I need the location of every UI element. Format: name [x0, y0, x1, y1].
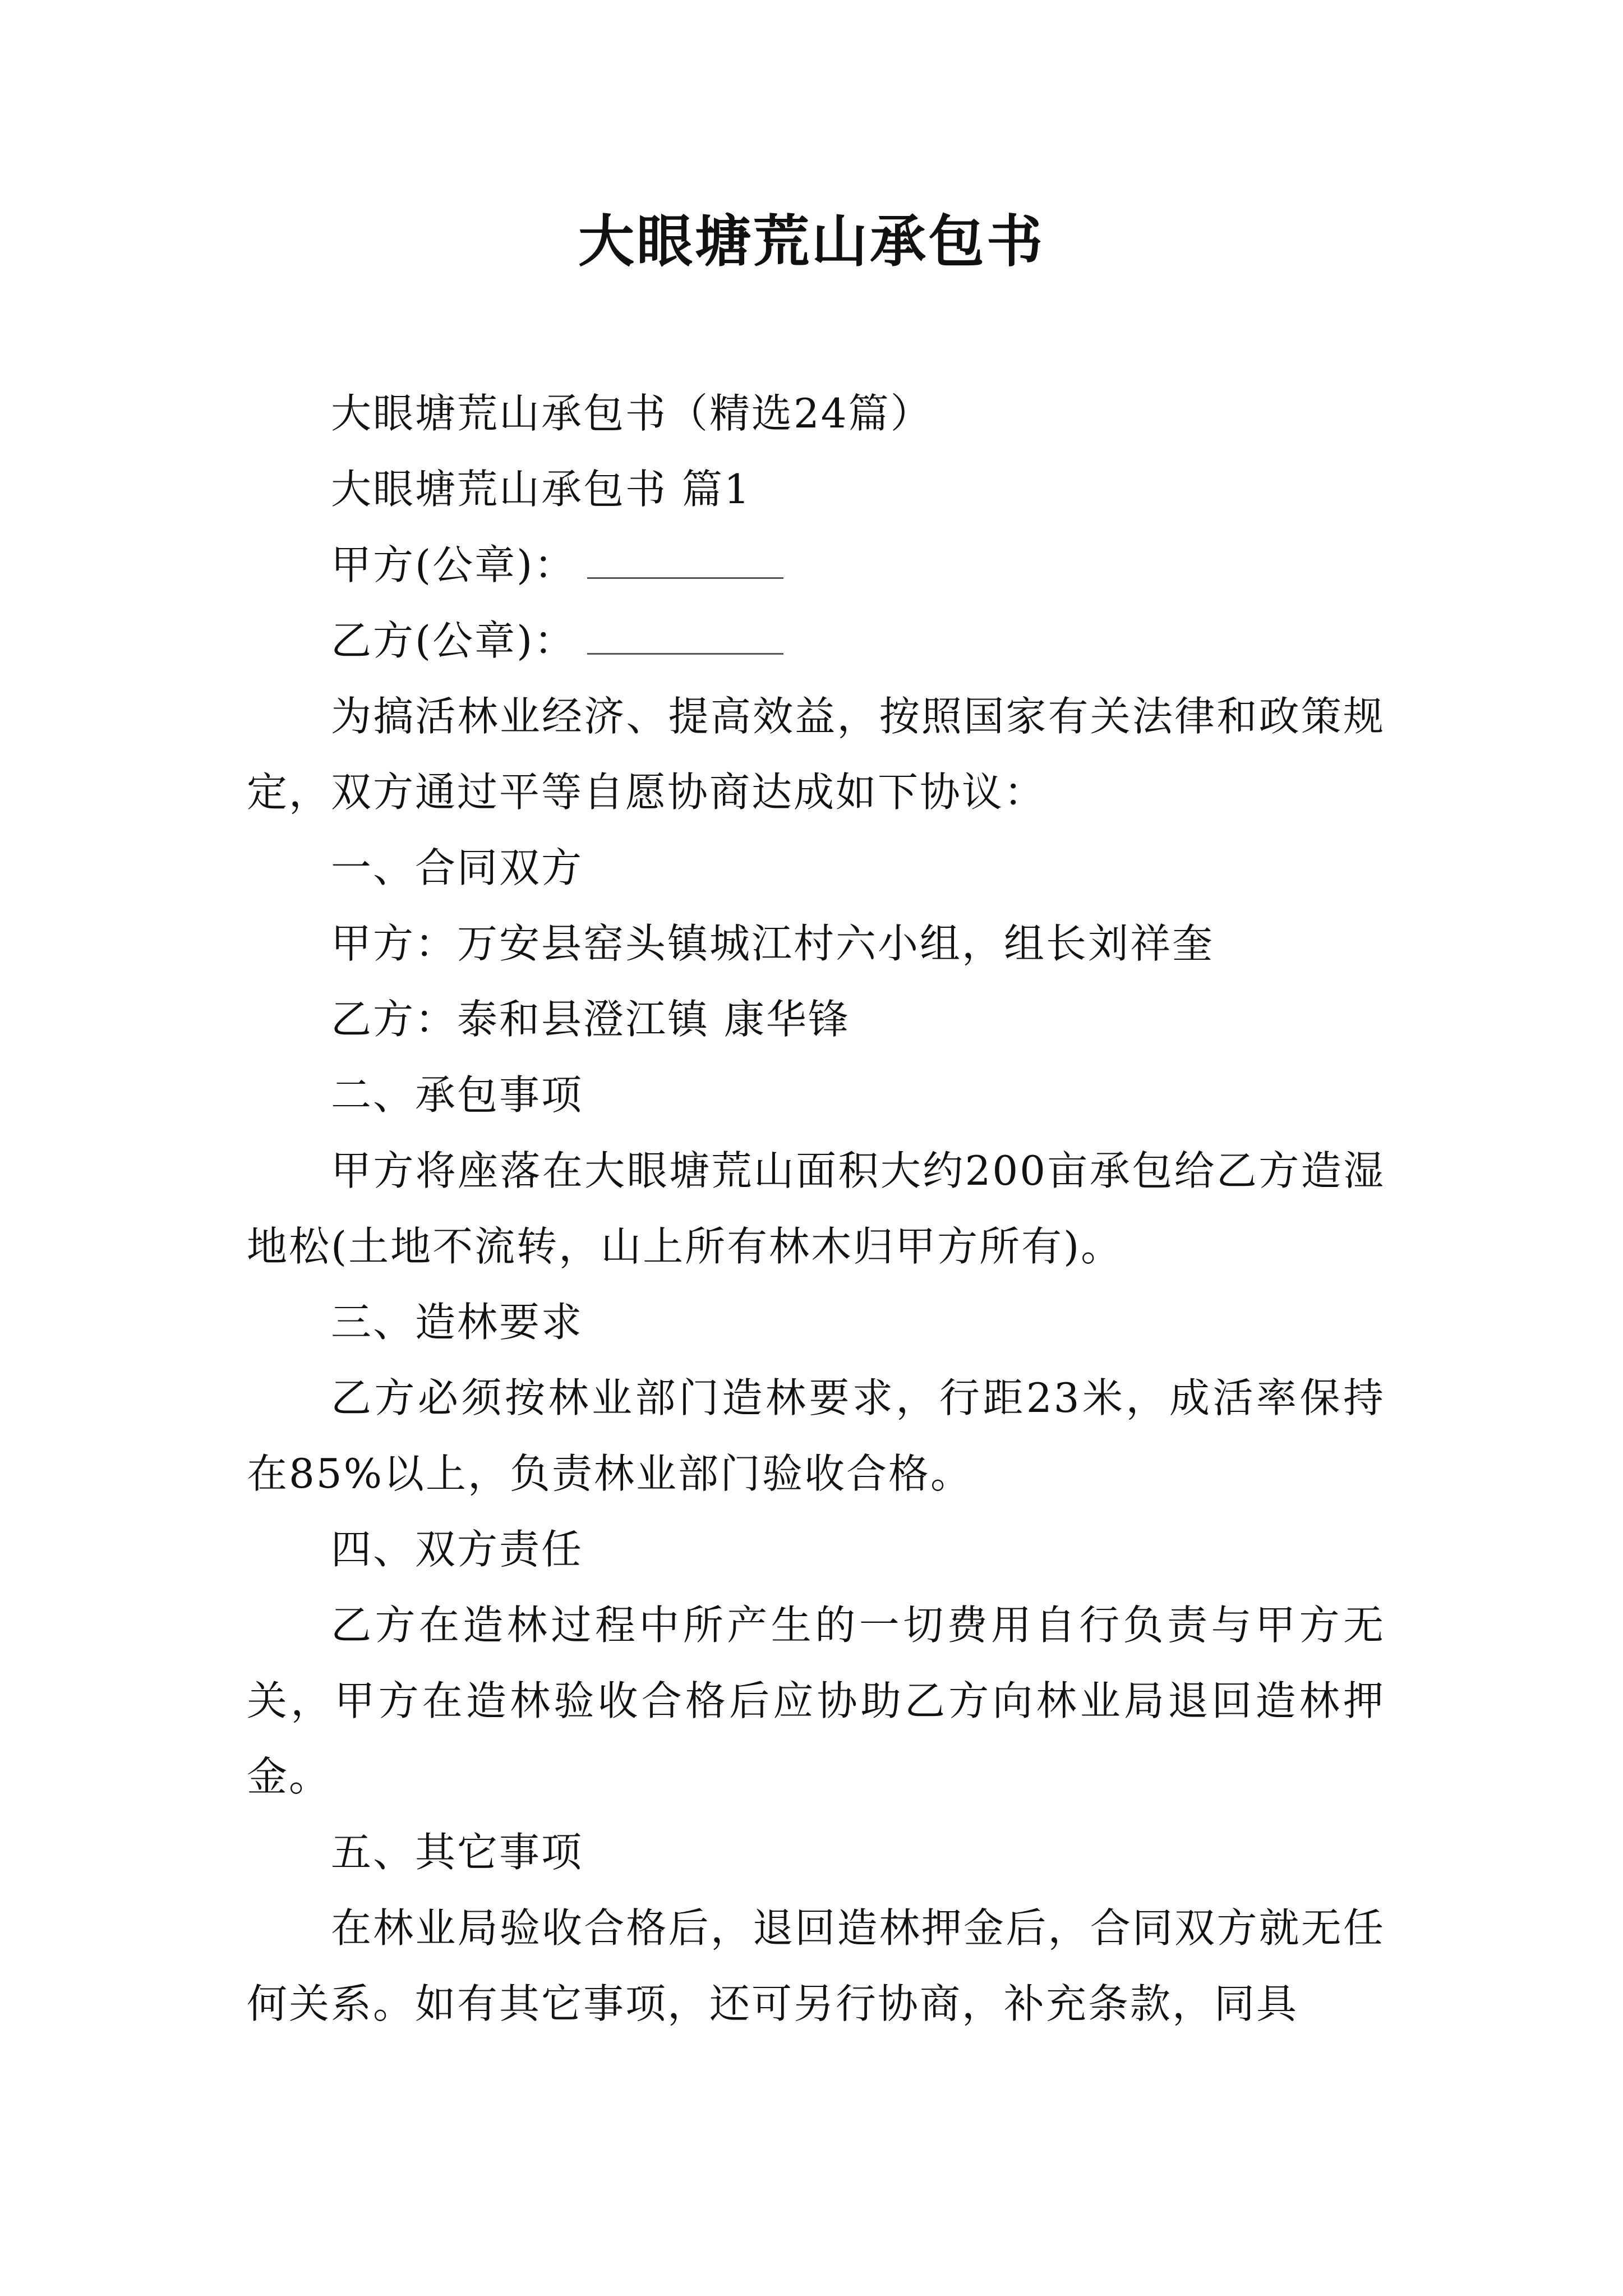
section-heading-afforestation: 三、造林要求	[331, 1299, 584, 1346]
section-heading-responsibilities: 四、双方责任	[331, 1526, 584, 1573]
subtitle: 大眼塘荒山承包书（精选24篇）	[331, 390, 933, 437]
paragraph-responsibilities: 乙方在造林过程中所产生的一切费用自行负责与甲方无关，甲方在造林验收合格后应协助乙方向林业局退回造林押金。	[247, 1602, 1385, 1800]
section-heading-parties: 一、合同双方	[331, 844, 584, 891]
party-b-seal-line	[247, 603, 1385, 679]
paragraph-afforestation: 乙方必须按林业部门造林要求，行距23米，成活率保持在85%以上，负责林业部门验收合格。	[247, 1374, 1385, 1497]
party-b-seal-label: 乙方(公章)：	[331, 617, 577, 664]
party-a-seal-line	[247, 527, 1385, 603]
party-a-seal-blank	[587, 544, 783, 579]
section-heading-contract-items: 二、承包事项	[331, 1071, 584, 1119]
party-b-detail: 乙方：泰和县澄江镇 康华锋	[331, 996, 850, 1043]
document-title: 大眼塘荒山承包书	[578, 208, 1045, 274]
paragraph-intro: 为搞活林业经济、提高效益，按照国家有关法律和政策规定，双方通过平等自愿协商达成如下协议：	[247, 693, 1385, 816]
article-heading: 大眼塘荒山承包书 篇1	[331, 466, 751, 513]
party-a-detail: 甲方：万安县窑头镇城江村六小组，组长刘祥奎	[331, 920, 1215, 967]
party-b-seal-blank	[587, 619, 783, 655]
party-a-seal-label: 甲方(公章)：	[331, 541, 577, 588]
section-heading-other-matters: 五、其它事项	[331, 1829, 584, 1876]
paragraph-contract-items: 甲方将座落在大眼塘荒山面积大约200亩承包给乙方造湿地松(土地不流转，山上所有林木归甲方所有)。	[247, 1147, 1385, 1270]
paragraph-other-matters: 在林业局验收合格后，退回造林押金后，合同双方就无任何关系。如有其它事项，还可另行协商，补充条款，同具	[247, 1904, 1385, 2027]
document-body	[247, 376, 1385, 2042]
